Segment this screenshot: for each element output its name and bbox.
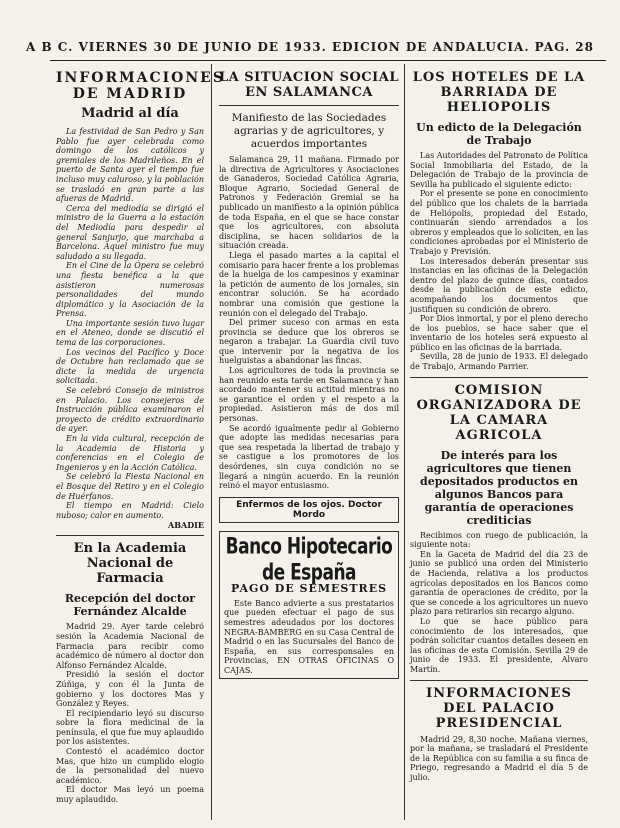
article-paragraph: El tiempo en Madrid: Cielo nuboso; calor en aumento. [56,501,204,520]
salamanca-subtitle: Manifiesto de las Sociedades agrarias y de agricultores, y acuerdos importantes [231,112,387,150]
eye-doctor-ad-text: Enfermos de los ojos. Doctor Mordo [236,499,382,520]
palacio-title: INFORMACIONES DEL PALACIO PRESIDENCIAL [426,685,572,731]
article-paragraph: El recipiendario leyó su discurso sobre la flora medicinal de la península, el que fue muy aplaudido por los asistentes. [56,708,204,747]
article-separator [410,377,588,378]
bank-name: Banco Hipotecario de España [225,533,393,586]
eye-doctor-ad [219,497,399,523]
article-paragraph: Por Dios inmortal, y por el pleno derecho de los pueblos, se hace saber que el inventario de los hoteles será expuesto al público en las oficinas de la barriada. [410,314,588,352]
column-salamanca [219,64,399,822]
masthead: A B C. VIERNES 30 DE JUNIO DE 1933. EDICION DE ANDALUCIA. PAG. 28 [25,40,595,54]
article-paragraph: Del primer suceso con armas en esta provincia se deduce que los obreros se negaron a trabajar. La Guardia civil tuvo que intervenir por la negativa de los huelguistas a abandonar las fincas. [219,318,399,366]
article-paragraph: Las Autoridades del Patronato de Política Social Inmobiliaria del Estado, de la Delegación de Trabajo de la provincia de Sevilla ha publicado el siguiente edicto: [410,151,588,189]
article-paragraph: El doctor Mas leyó un poema muy aplaudido. [56,785,204,805]
masthead-rule [50,60,606,61]
article-paragraph: Los interesados deberán presentar sus instancias en las oficinas de la Delegación dentro del plazo de quince días, contados desde la publicación de este edicto, acompañando los documentos que justifiquen su condición de obrero. [410,256,588,314]
article-paragraph: Contestó el académico doctor Mas, que hizo un cumplido elogio de la personalidad del nuevo académico. [56,747,204,785]
bank-subtitle: PAGO DE SEMESTRES [230,581,388,595]
article-paragraph: Recibimos con ruego de publicación, la siguiente nota: [410,530,588,550]
article-paragraph: Salamanca 29, 11 mañana. Firmado por la directiva de Agricultores y Asociaciones de Ganaderos, Sociedad Católica Agraria, Bloque Agrario, Sociedad General de Patronos y Federación Gremial se ha publicado un manifiesto a la opinión pública de toda España, en el que se hace constar que los agricultores, con absoluta disciplina, se hacen solidarios de la situación creada. [219,155,399,251]
camara-subtitle: De interés para los agricultores que tienen depositados productos en algunos Bancos para garantía de operaciones crediticias [420,448,578,527]
article-paragraph: Madrid 29, 8,30 noche. Mañana viernes, por la mañana, se trasladará el Presidente de la República con su familia a su finca de Priego, regresando a Madrid el día 5 de julio. [410,734,588,782]
bank-ad [219,531,399,679]
madrid-subtitle: Madrid al día [81,106,179,121]
article-paragraph: Por el presente se pone en conocimiento del público que los chalets de la barriada de Heliópolis, propiedad del Estado, continuarán siendo arrendados a los obreros y empleados que lo soliciten, en las condiciones aprobadas por el Ministerio de Trabajo y Previsión. [410,189,588,256]
article-paragraph: Una importante sesión tuvo lugar en el Ateneo, donde se discutió el tema de las corporaciones. [56,318,204,348]
article-paragraph: En la Gaceta de Madrid del día 23 de junio se publicó una orden del Ministerio de Hacienda, relativa a los productos agrícolas depositados en los Bancos como garantía de operaciones de crédito, por la que se concede a los agricultores un nuevo plazo para retirarlos sin recargo alguno. [410,549,588,617]
article-paragraph: Madrid 29. Ayer tarde celebró sesión la Academia Nacional de Farmacia para recibir como académico de número al doctor don Alfonso Fernández Alcalde. [56,622,204,670]
column-heliopolis [410,64,588,822]
salamanca-title: LA SITUACION SOCIAL EN SALAMANCA [219,70,399,100]
article-paragraph: En el Cine de la Ópera se celebró una fiesta benéfica a la que asistieron numerosas personalidades del mundo diplomático y la Asociación de la Prensa. [56,261,204,319]
article-paragraph: Lo que se hace público para conocimiento de los interesados, que podrán solicitar cuantos detalles deseen en las oficinas de esta Comisión. Sevilla 29 de junio de 1933. El presidente, Alvaro Martín. [410,617,588,674]
article-signature: ABADIE [168,520,204,531]
article-separator [219,105,399,106]
column-madrid [56,64,225,822]
academia-title: En la Academia Nacional de Farmacia [73,541,187,587]
column-divider [211,64,212,820]
article-separator [56,535,204,536]
article-paragraph: La festividad de San Pedro y San Pablo fue ayer celebrada como domingo de los católicos y gremiales de los Madrileños. En el puerto de Santa ayer el tiempo fue incluso muy caluroso, y la población se trasladó en gran parte a las afueras de Madrid. [56,127,204,204]
article-paragraph: Se celebró Consejo de ministros en Palacio. Los consejeros de Instrucción pública examinaron el proyecto de crédito extraordinario de ayer. [56,386,204,434]
heliopolis-title: LOS HOTELES DE LA BARRIADA DE HELIOPOLIS [412,70,586,115]
article-paragraph: Los vecinos del Pacífico y Doce de Octubre han reclamado que se dicte la medida de urgencia solicitada. [56,347,204,386]
article-paragraph: Sevilla, 28 de junio de 1933. El delegado de Trabajo, Armando Parrier. [410,352,588,372]
heliopolis-subtitle: Un edicto de la Delegación de Trabajo [416,121,582,147]
camara-title: COMISION ORGANIZADORA DE LA CAMARA AGRICOLA [416,382,582,443]
madrid-section-title: INFORMACIONES DE MADRID [56,70,225,102]
bank-paragraph: Este Banco advierte a sus prestatarios que pueden efectuar el pago de sus semestres adeudados por los doctores NEGRA-BAMBERG en su Casa Central de Madrid o en las Sucursales del Banco de España, en sus corresponsales en Provincias, EN OTRAS OFICINAS O CAJAS. [224,598,394,675]
article-paragraph: Los agricultores de toda la provincia se han reunido esta tarde en Salamanca y han acordado mantener su actitud mientras no se garantice el orden y el respeto a la propiedad. Asistieron más de dos mil personas. [219,366,399,424]
article-paragraph: En la vida cultural, recepción de la Academia de Historia y conferencias en el Colegio de Ingenieros y en la Acción Católica. [56,434,204,472]
article-paragraph: Cerca del mediodía se dirigió el ministro de la Guerra a la estación del Mediodía para despedir al general Sanjurjo, que marchaba a Barcelona. Aquel ministro fue muy saludado a su llegada. [56,203,204,261]
column-divider [404,64,405,820]
academia-subtitle: Recepción del doctor Fernández Alcalde [64,592,196,619]
article-separator [410,680,588,681]
article-paragraph: Se celebró la Fiesta Nacional en el Bosque del Retiro y en el Colegio de Huérfanos. [56,472,204,501]
article-paragraph: Se acordó igualmente pedir al Gobierno que adopte las medidas necesarias para que sea respetada la libertad de trabajo y se castigue a los promotores de los desórdenes, sin cuya condición no se llegará a ningún acuerdo. En la reunión reinó el mayor entusiasmo. [219,423,399,491]
article-paragraph: Presidió la sesión el doctor Zúñiga, y con él la Junta de gobierno y los doctores Mas y González y Reyes. [56,670,204,709]
article-paragraph: Llega el pasado martes a la capital el comisario para hacer frente a los problemas de la huelga de los campesinos y examinar la petición de aumento de los jornales, sin encontrar solución. Se ha acordado nombrar una comisión que gestione la reunión con el delegado del Trabajo. [219,250,399,318]
